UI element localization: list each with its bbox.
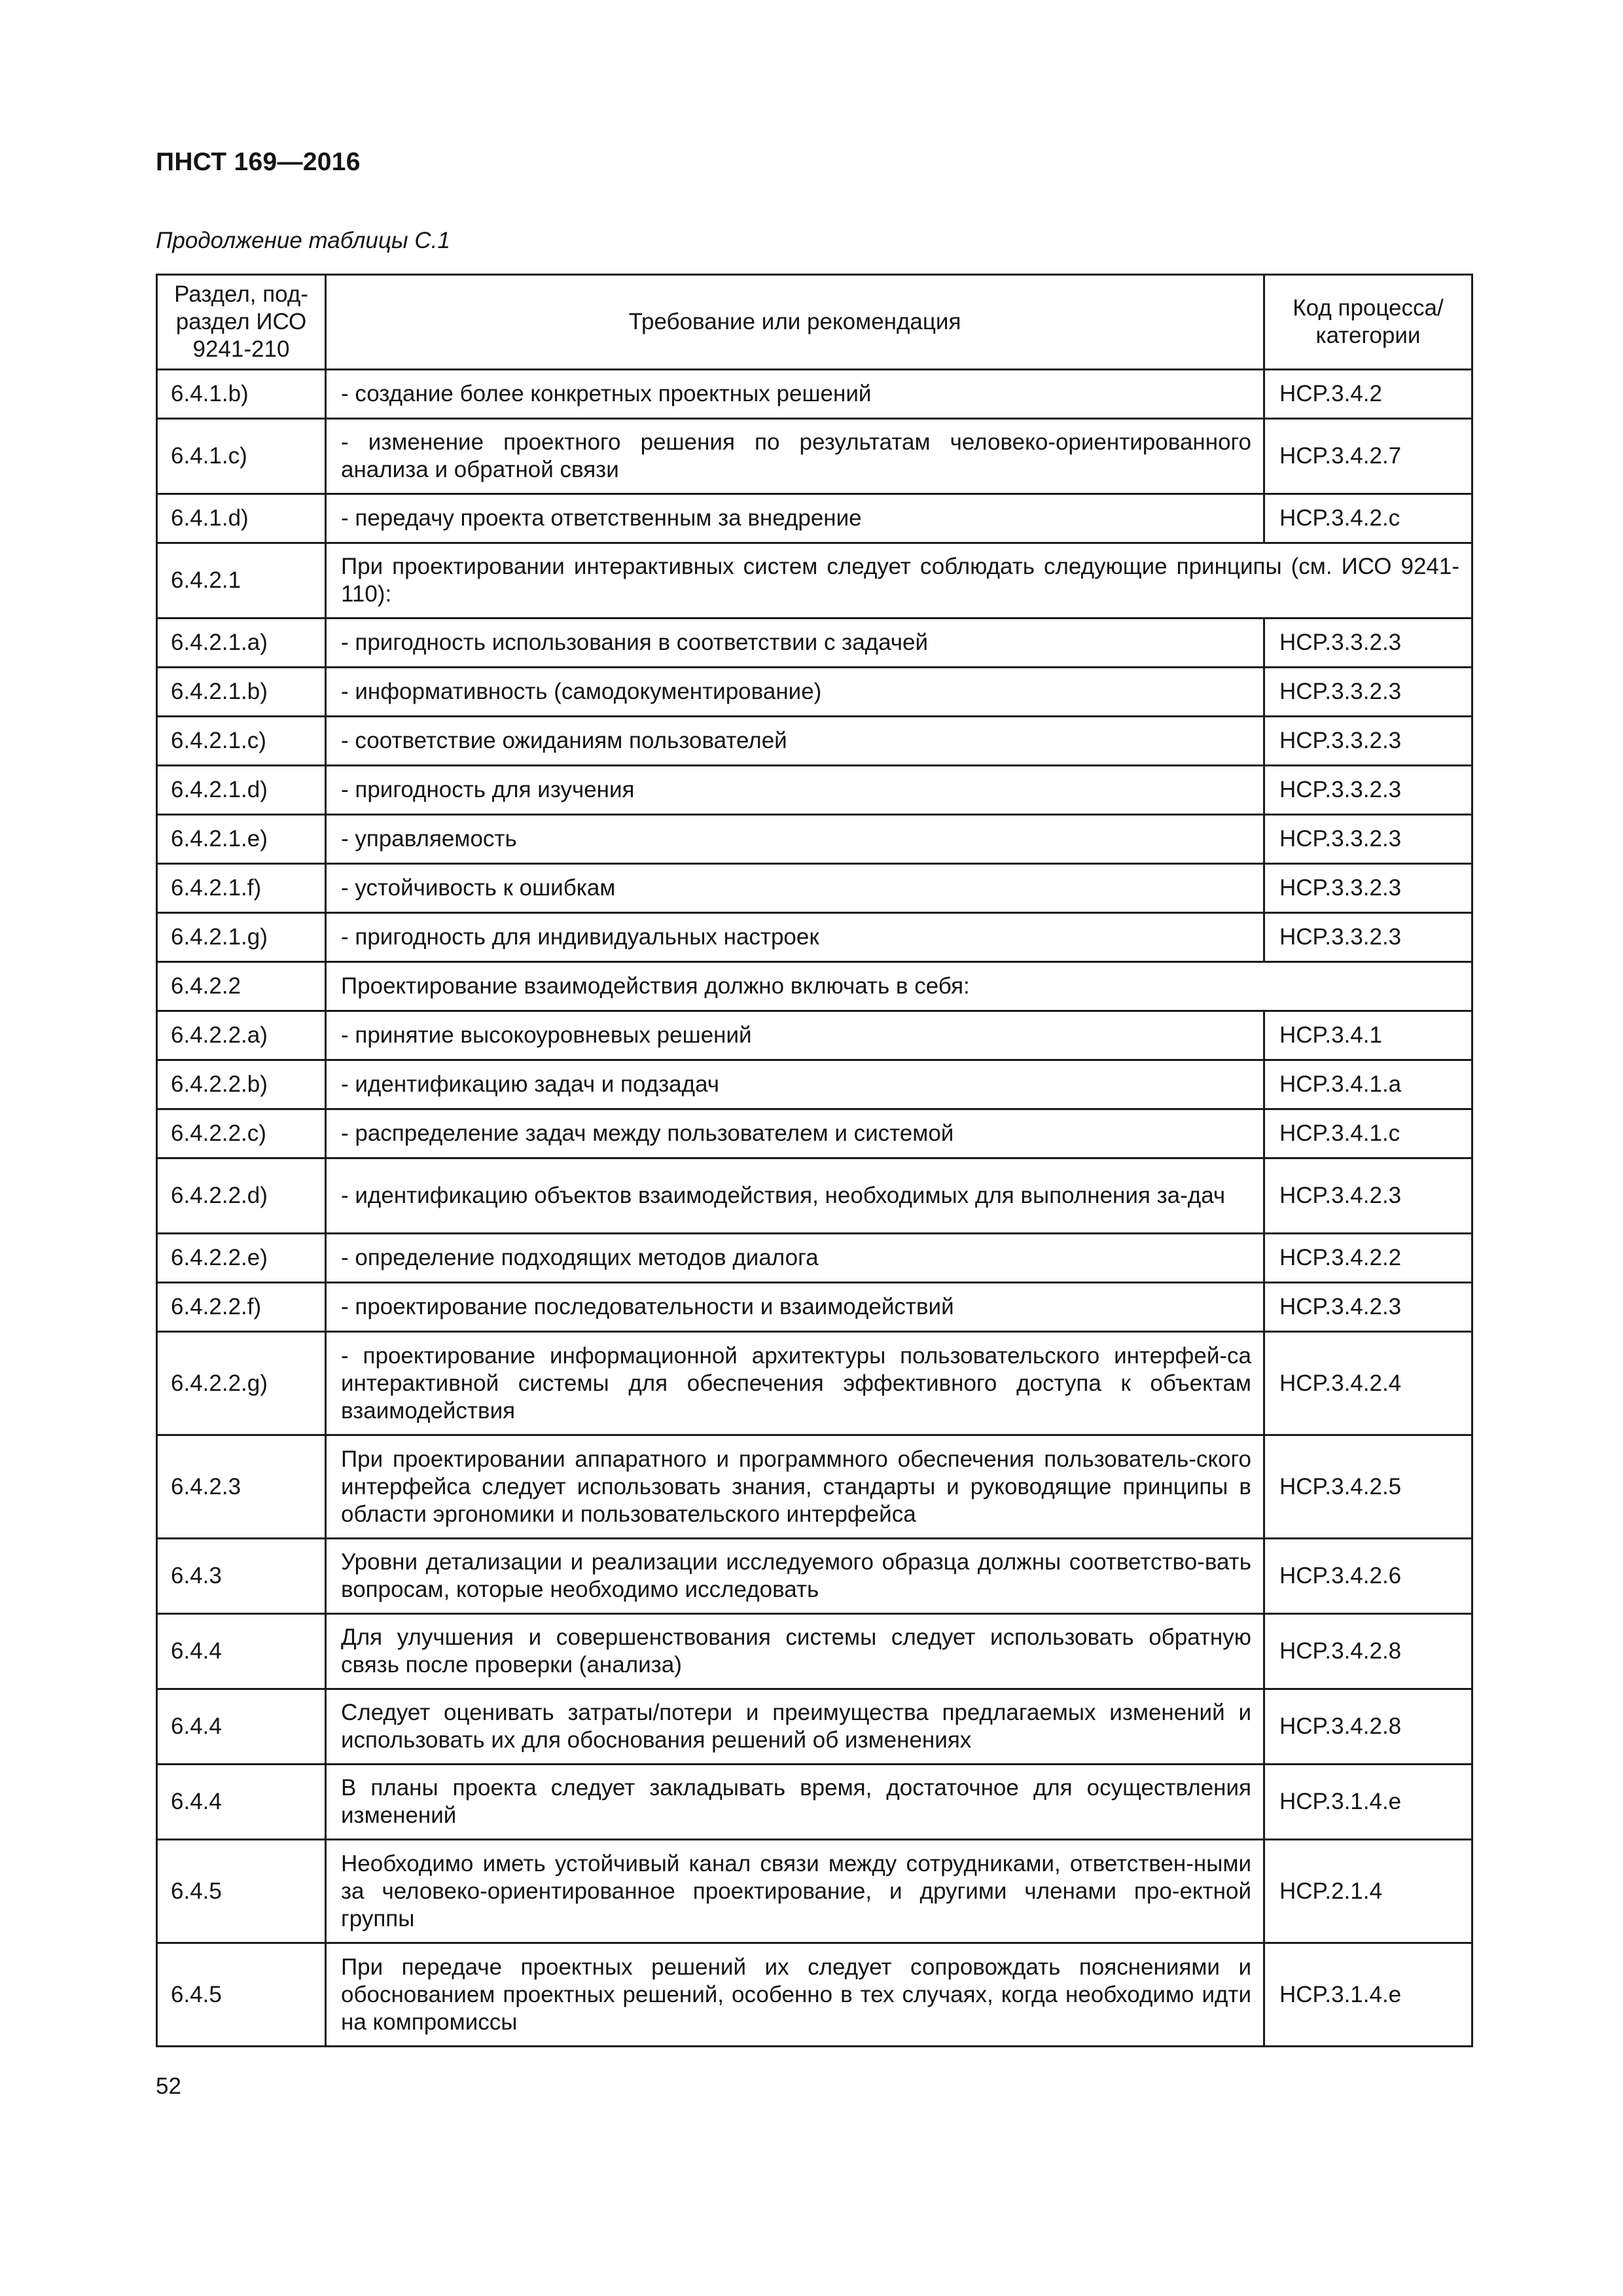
row-requirement: - устойчивость к ошибкам [326,864,1264,913]
row-code: HCP.3.3.2.3 [1264,864,1472,913]
row-section: 6.4.2.2.b) [157,1060,326,1109]
table-body [157,370,1472,2047]
page-number: 52 [156,2073,181,2099]
table-row [157,766,1472,815]
table-row [157,1011,1472,1060]
table-row [157,962,1472,1011]
row-code: HCP.3.4.2 [1264,370,1472,419]
table-row [157,1614,1472,1689]
row-requirement: - управляемость [326,815,1264,864]
row-code: HCP.3.4.2.8 [1264,1689,1472,1765]
row-requirement: - пригодность для индивидуальных настроек [326,913,1264,962]
row-code: HCP.3.4.2.6 [1264,1539,1472,1614]
table-row [157,668,1472,717]
row-requirement: - передачу проекта ответственным за внедрение [326,494,1264,543]
row-code: HCP.3.4.2.8 [1264,1614,1472,1689]
row-requirement: - идентификацию задач и подзадач [326,1060,1264,1109]
row-section: 6.4.4 [157,1689,326,1765]
table-row [157,494,1472,543]
table-row [157,419,1472,494]
row-code: HCP.3.3.2.3 [1264,717,1472,766]
row-code: HCP.3.4.2.2 [1264,1234,1472,1283]
table-row [157,1765,1472,1840]
row-section: 6.4.1.b) [157,370,326,419]
row-code: HCP.3.4.1.c [1264,1109,1472,1158]
row-section: 6.4.2.3 [157,1435,326,1539]
table-row [157,1332,1472,1435]
row-section: 6.4.2.2.g) [157,1332,326,1435]
row-requirement: - пригодность использования в соответствии с задачей [326,619,1264,668]
row-code: HCP.3.3.2.3 [1264,668,1472,717]
table-row [157,1539,1472,1614]
row-section: 6.4.2.2.a) [157,1011,326,1060]
row-section: 6.4.2.1 [157,543,326,619]
row-requirement: - принятие высокоуровневых решений [326,1011,1264,1060]
table-row [157,1283,1472,1332]
row-code: HCP.3.1.4.e [1264,1943,1472,2047]
row-code: HCP.3.4.1.a [1264,1060,1472,1109]
table-row [157,1060,1472,1109]
row-requirement: - создание более конкретных проектных решений [326,370,1264,419]
table-row [157,1943,1472,2047]
row-code: HCP.2.1.4 [1264,1840,1472,1943]
row-requirement: Для улучшения и совершенствования системы следует использовать обратную связь после проверки (анализа) [326,1614,1264,1689]
row-section: 6.4.2.2 [157,962,326,1011]
requirements-table [156,274,1473,2047]
table-row [157,717,1472,766]
table-row [157,543,1472,619]
row-section: 6.4.2.1.g) [157,913,326,962]
header-requirement: Требование или рекомендация [326,275,1264,370]
row-code: HCP.3.3.2.3 [1264,766,1472,815]
row-section: 6.4.2.1.f) [157,864,326,913]
row-requirement: В планы проекта следует закладывать время, достаточное для осуществления изменений [326,1765,1264,1840]
row-code: HCP.3.3.2.3 [1264,815,1472,864]
row-requirement: Проектирование взаимодействия должно включать в себя: [326,962,1472,1011]
row-section: 6.4.2.1.b) [157,668,326,717]
row-requirement: Уровни детализации и реализации исследуемого образца должны соответство-вать вопросам, которые необходимо исследовать [326,1539,1264,1614]
row-code: HCP.3.3.2.3 [1264,913,1472,962]
row-code: HCP.3.1.4.e [1264,1765,1472,1840]
row-requirement: - идентификацию объектов взаимодействия, необходимых для выполнения за-дач [326,1158,1264,1234]
row-section: 6.4.5 [157,1943,326,2047]
row-section: 6.4.2.1.a) [157,619,326,668]
table-row [157,1689,1472,1765]
table-row [157,1158,1472,1234]
table-caption: Продолжение таблицы С.1 [156,228,450,253]
table-row [157,1435,1472,1539]
row-code: HCP.3.3.2.3 [1264,619,1472,668]
header-section: Раздел, под- раздел ИСО 9241-210 [157,275,326,370]
row-requirement: При передаче проектных решений их следует сопровождать пояснениями и обоснованием проектных решений, особенно в тех случаях, когда необходимо идти на компромиссы [326,1943,1264,2047]
row-code: HCP.3.4.2.c [1264,494,1472,543]
row-section: 6.4.1.c) [157,419,326,494]
row-section: 6.4.2.2.f) [157,1283,326,1332]
table-row [157,1234,1472,1283]
table-row [157,370,1472,419]
row-requirement: - информативность (самодокументирование) [326,668,1264,717]
row-code: HCP.3.4.2.7 [1264,419,1472,494]
table-row [157,619,1472,668]
row-section: 6.4.2.2.d) [157,1158,326,1234]
table-row [157,1840,1472,1943]
row-requirement: Следует оценивать затраты/потери и преимущества предлагаемых изменений и использовать их для обоснования решений об изменениях [326,1689,1264,1765]
table-header-row [157,275,1472,370]
row-requirement: - определение подходящих методов диалога [326,1234,1264,1283]
row-code: HCP.3.4.2.5 [1264,1435,1472,1539]
row-section: 6.4.4 [157,1614,326,1689]
row-code: HCP.3.4.2.3 [1264,1283,1472,1332]
row-section: 6.4.2.1.c) [157,717,326,766]
row-requirement: При проектировании интерактивных систем следует соблюдать следующие принципы (см. ИСО 9241-110): [326,543,1472,619]
row-requirement: - изменение проектного решения по результатам человеко-ориентированного анализа и обратной связи [326,419,1264,494]
row-section: 6.4.5 [157,1840,326,1943]
row-section: 6.4.2.2.e) [157,1234,326,1283]
table-row [157,815,1472,864]
table-row [157,913,1472,962]
row-section: 6.4.2.2.c) [157,1109,326,1158]
row-requirement: - соответствие ожиданиям пользователей [326,717,1264,766]
row-section: 6.4.1.d) [157,494,326,543]
row-requirement: При проектировании аппаратного и программного обеспечения пользователь-ского интерфейса следует использовать знания, стандарты и руководящие принципы в области эргономики и пользовательского интерфейса [326,1435,1264,1539]
row-section: 6.4.3 [157,1539,326,1614]
row-requirement: - пригодность для изучения [326,766,1264,815]
row-code: HCP.3.4.1 [1264,1011,1472,1060]
table-row [157,864,1472,913]
row-requirement: - проектирование последовательности и взаимодействий [326,1283,1264,1332]
row-section: 6.4.2.1.e) [157,815,326,864]
row-requirement: - распределение задач между пользователем и системой [326,1109,1264,1158]
table-row [157,1109,1472,1158]
row-section: 6.4.4 [157,1765,326,1840]
header-code: Код процесса/ категории [1264,275,1472,370]
row-code: HCP.3.4.2.3 [1264,1158,1472,1234]
row-requirement: Необходимо иметь устойчивый канал связи между сотрудниками, ответствен-ными за человеко-ориентированное проектирование, и другими членами про-ектной группы [326,1840,1264,1943]
document-header: ПНСТ 169—2016 [156,148,361,176]
row-requirement: - проектирование информационной архитектуры пользовательского интерфей-са интерактивной системы для обеспечения эффективного доступа к объектам взаимодействия [326,1332,1264,1435]
row-code: HCP.3.4.2.4 [1264,1332,1472,1435]
row-section: 6.4.2.1.d) [157,766,326,815]
